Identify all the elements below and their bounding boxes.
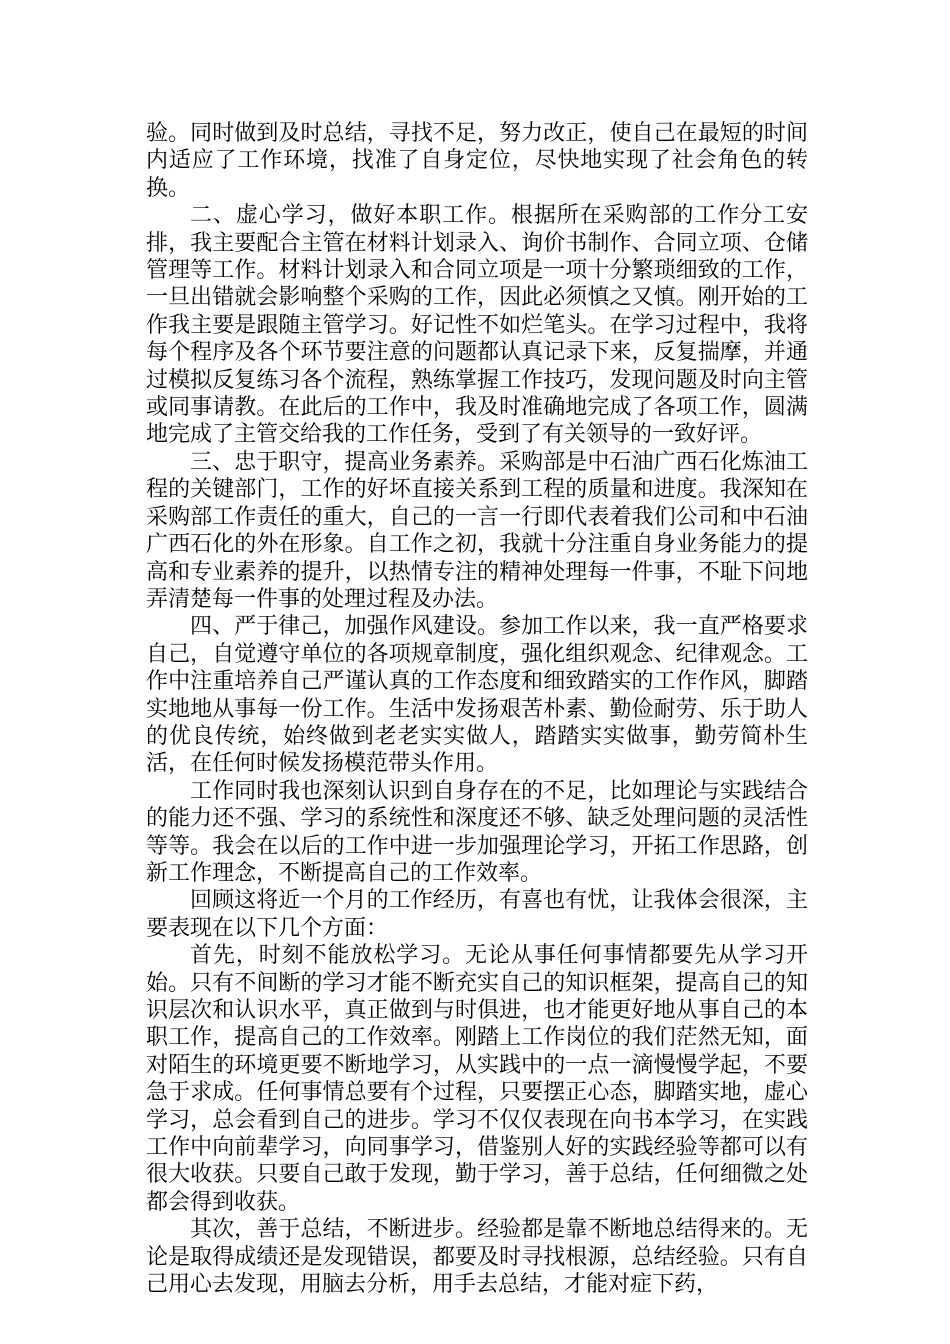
paragraph-section-four: 四、严于律己，加强作风建设。参加工作以来，我一直严格要求自己，自觉遵守单位的各项规章制度，强化组织观念、纪律观念。工作中注重培养自己严谨认真的工作态度和细致踏实的工作作风，脚踏实地地从事每一份工作。生活中发扬艰苦朴素、勤俭耐劳、乐于助人的优良传统，始终做到老老实实做人，踏踏实实做事，勤劳简朴生活，在任何时候发扬模范带头作用。 [146, 614, 808, 777]
paragraph-review: 回顾这将近一个月的工作经历，有喜也有忧，让我体会很深，主要表现在以下几个方面： [146, 888, 808, 941]
paragraph-continuation: 验。同时做到及时总结，寻找不足，努力改正，使自己在最短的时间内适应了工作环境，找准了自身定位，尽快地实现了社会角色的转换。 [146, 121, 808, 201]
paragraph-second: 其次，善于总结，不断进步。经验都是靠不断地总结得来的。无论是取得成绩还是发现错误，都要及时寻找根源，总结经验。只有自己用心去发现，用脑去分析，用手去总结，才能对症下药， [146, 1217, 808, 1298]
paragraph-shortcomings: 工作同时我也深刻认识到自身存在的不足，比如理论与实践结合的能力还不强、学习的系统性和深度还不够、缺乏处理问题的灵活性等等。我会在以后的工作中进一步加强理论学习，开拓工作思路，创新工作理念，不断提高自己的工作效率。 [146, 778, 808, 886]
paragraph-section-two: 二、虚心学习，做好本职工作。根据所在采购部的工作分工安排，我主要配合主管在材料计划录入、询价书制作、合同立项、仓储管理等工作。材料计划录入和合同立项是一项十分繁琐细致的工作，一旦出错就会影响整个采购的工作，因此必须慎之又慎。刚开始的工作我主要是跟随主管学习。好记性不如烂笔头。在学习过程中，我将每个程序及各个环节要注意的问题都认真记录下来，反复揣摩，并通过模拟反复练习各个流程，熟练掌握工作技巧，发现问题及时向主管或同事请教。在此后的工作中，我及时准确地完成了各项工作，圆满地完成了主管交给我的工作任务，受到了有关领导的一致好评。 [146, 203, 808, 448]
paragraph-first: 首先，时刻不能放松学习。无论从事任何事情都要先从学习开始。只有不间断的学习才能不断充实自己的知识框架，提高自己的知识层次和认识水平，真正做到与时俱进，也才能更好地从事自己的本职工作，提高自己的工作效率。刚踏上工作岗位的我们茫然无知，面对陌生的环境更要不断地学习，从实践中的一点一滴慢慢学起，不要急于求成。任何事情总要有个过程，只要摆正心态，脚踏实地，虚心学习，总会看到自己的进步。学习不仅仅表现在向书本学习，在实践工作中向前辈学习，向同事学习，借鉴别人好的实践经验等都可以有很大收获。只要自己敢于发现，勤于学习，善于总结，任何细微之处都会得到收获。 [146, 943, 808, 1215]
paragraph-section-three: 三、忠于职守，提高业务素养。采购部是中石油广西石化炼油工程的关键部门，工作的好坏直接关系到工程的质量和进度。我深知在采购部工作责任的重大，自己的一言一行即代表着我们公司和中石油广西石化的外在形象。自工作之初，我就十分注重自身业务能力的提高和专业素养的提升，以热情专注的精神处理每一件事，不耻下问地弄清楚每一件事的处理过程及办法。 [146, 449, 808, 612]
document-body [146, 120, 808, 1298]
